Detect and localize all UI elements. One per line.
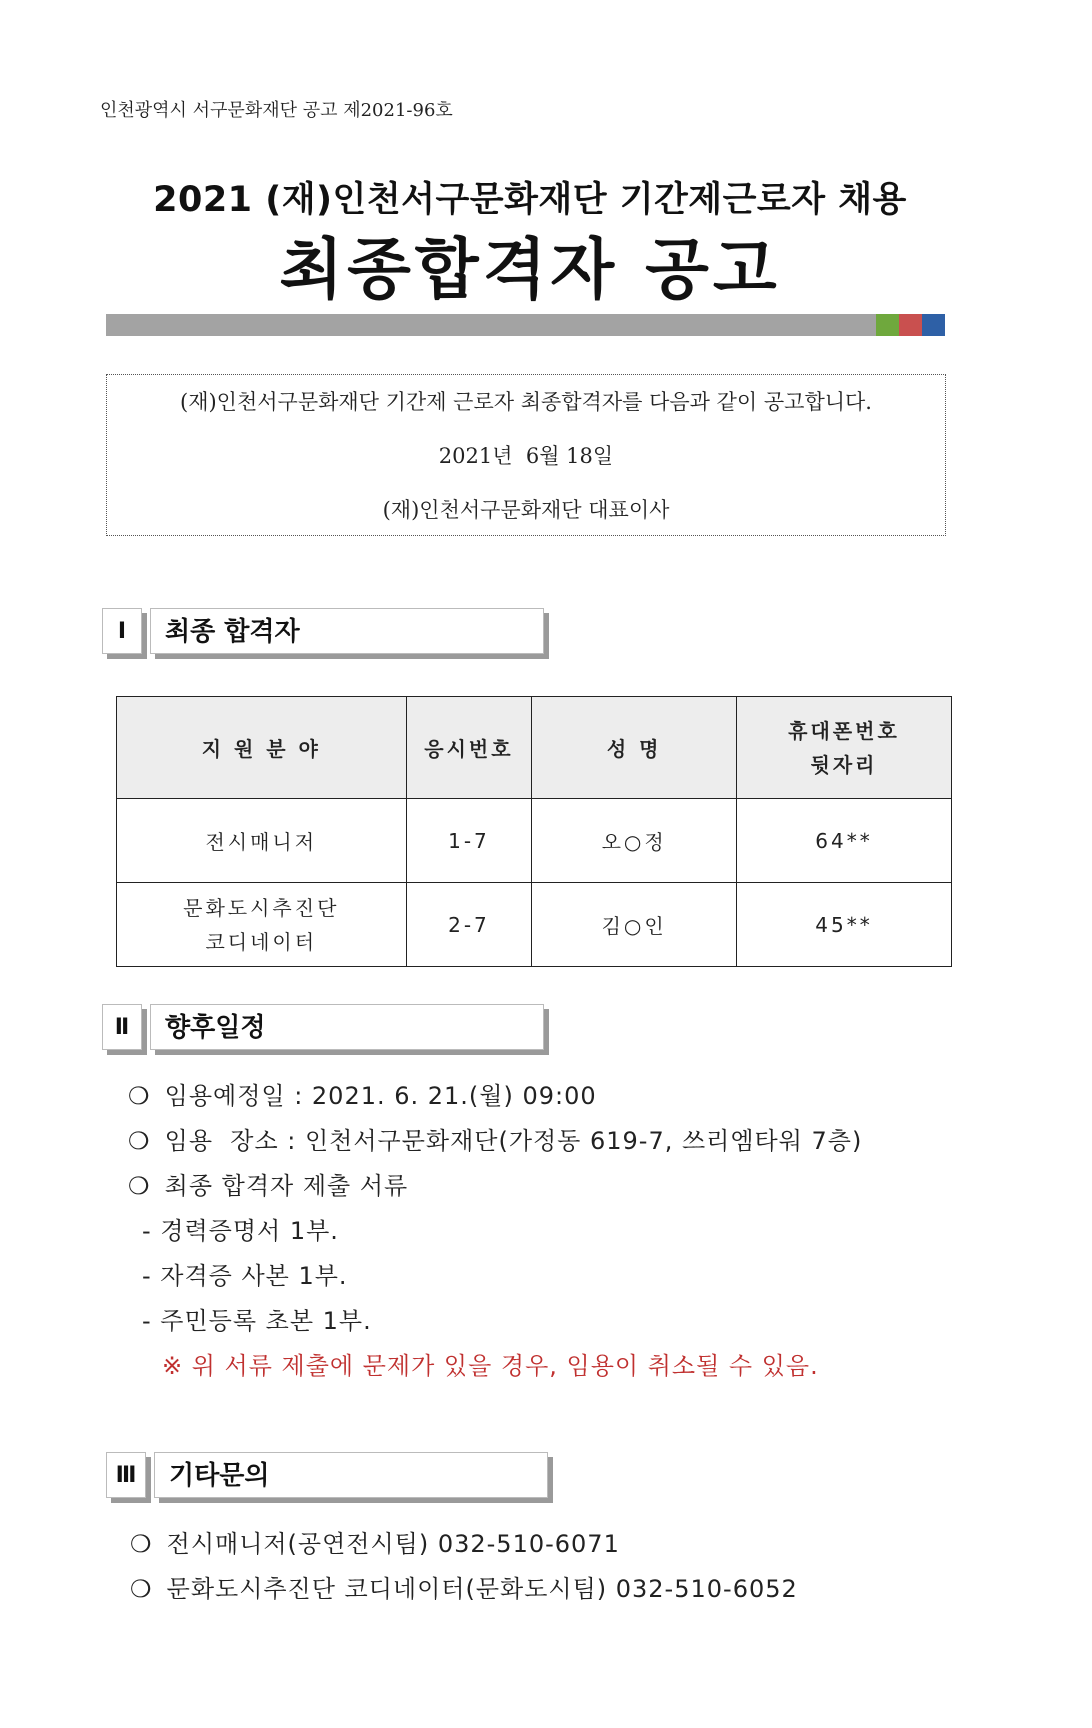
header-phone-line2: 뒷자리 [810,752,878,777]
notice-issuer: (재)인천서구문화재단 대표이사 [382,498,670,522]
header-exam-no: 응시번호 [406,697,532,799]
title-divider-bar [106,314,876,336]
bullet-circle-icon: ❍ [128,1172,151,1200]
cell-name: 오○정 [532,799,737,883]
table-header-row [117,697,952,799]
notice-number: 인천광역시 서구문화재단 공고 제2021-96호 [100,100,453,121]
cell-exam-no: 2-7 [406,883,532,967]
table-row [117,883,952,967]
header-name: 성 명 [532,697,737,799]
schedule-item [128,1076,597,1111]
header-phone [736,697,951,799]
document-item: - 자격증 사본 1부. [142,1262,348,1290]
cell-phone: 64** [736,799,951,883]
section-1-number: Ⅰ [102,608,142,654]
cell-phone: 45** [736,883,951,967]
contact-item-text: 전시매니저(공연전시팀) 032-510-6071 [166,1530,620,1558]
bullet-circle-icon: ❍ [128,1127,151,1155]
cell-field-line2: 코디네이터 [205,929,318,954]
schedule-item-text: 임용 장소 : 인천서구문화재단(가정동 619-7, 쓰리엠타워 7층) [164,1127,863,1155]
section-2-title: 향후일정 [150,1004,544,1050]
schedule-item-text: 최종 합격자 제출 서류 [164,1172,409,1200]
section-3-title: 기타문의 [154,1452,548,1498]
document-item: - 경력증명서 1부. [142,1217,339,1245]
notice-statement: (재)인천서구문화재단 기간제 근로자 최종합격자를 다음과 같이 공고합니다. [180,390,872,414]
bullet-circle-icon: ❍ [130,1575,153,1603]
warning-note: ※ 위 서류 제출에 문제가 있을 경우, 임용이 취소될 수 있음. [162,1352,819,1380]
table-row [117,799,952,883]
schedule-item-text: 임용예정일 : 2021. 6. 21.(월) 09:00 [164,1082,597,1110]
contact-item [130,1524,620,1559]
bullet-circle-icon: ❍ [130,1530,153,1558]
cell-name: 김○인 [532,883,737,967]
notice-date: 2021년 6월 18일 [438,444,614,468]
divider-red-block [899,314,922,336]
cell-field [117,883,407,967]
cell-field: 전시매니저 [117,799,407,883]
schedule-item [128,1166,408,1201]
header-phone-line1: 휴대폰번호 [788,718,900,743]
section-2-number: Ⅱ [102,1004,142,1050]
divider-green-block [876,314,899,336]
contact-item-text: 문화도시추진단 코디네이터(문화도시팀) 032-510-6052 [166,1575,798,1603]
contact-item [130,1569,798,1604]
title-line-1: 2021 (재)인천서구문화재단 기간제근로자 채용 [153,180,907,220]
header-field: 지 원 분 야 [117,697,407,799]
final-candidates-table [116,696,952,967]
bullet-circle-icon: ❍ [128,1082,151,1110]
cell-field-line1: 문화도시추진단 [183,895,340,920]
page-title: 최종합격자 공고 [279,231,781,308]
section-3-number: Ⅲ [106,1452,146,1498]
document-item: - 주민등록 초본 1부. [142,1307,372,1335]
schedule-item [128,1121,862,1156]
section-1-title: 최종 합격자 [150,608,544,654]
divider-blue-block [922,314,945,336]
cell-exam-no: 1-7 [406,799,532,883]
